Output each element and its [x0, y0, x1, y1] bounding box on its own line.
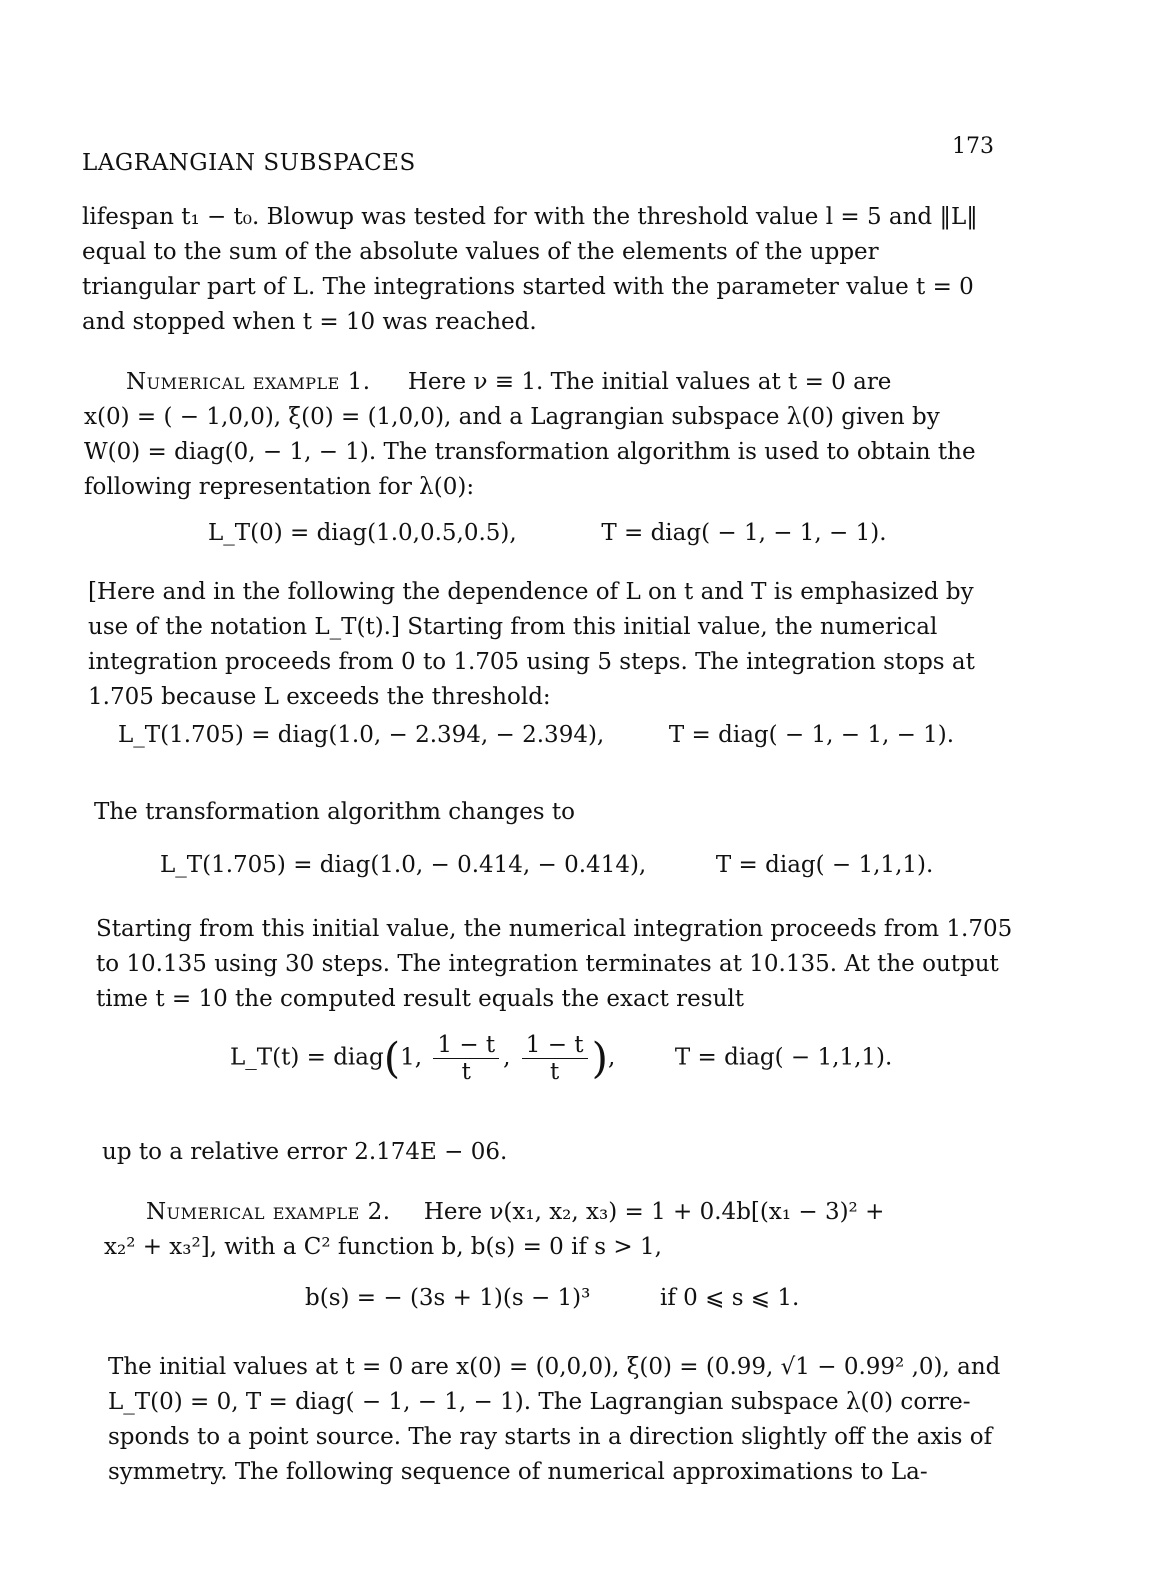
- equation-threshold: [118, 722, 954, 748]
- example-2-intro: [104, 1195, 1024, 1265]
- relative-error-line: [102, 1135, 1002, 1170]
- text-line: up to a relative error 2.174E − 06.: [102, 1139, 508, 1165]
- text-line: equal to the sum of the absolute values of the elements of the upper: [82, 239, 879, 265]
- equation-lhs: b(s) = − (3s + 1)(s − 1)³: [305, 1285, 591, 1311]
- running-title: LAGRANGIAN SUBSPACES: [82, 150, 416, 176]
- equation-transformed: [160, 852, 933, 878]
- text-line: [104, 1195, 1024, 1230]
- fraction: [522, 1032, 588, 1085]
- text-line: lifespan t₁ − t₀. Blowup was tested for with the threshold value l = 5 and ‖L‖: [82, 204, 978, 230]
- equation-rhs: T = diag( − 1,1,1).: [674, 1044, 893, 1071]
- page-number: 173: [952, 134, 994, 159]
- fraction-numerator: 1 − t: [433, 1032, 499, 1059]
- text-line: The transformation algorithm changes to: [94, 799, 576, 825]
- equation-condition: if 0 ⩽ s ⩽ 1.: [659, 1285, 800, 1311]
- example-2-heading: Numerical example 2.: [146, 1199, 391, 1225]
- text-line: W(0) = diag(0, − 1, − 1). The transformation algorithm is used to obtain the: [84, 439, 976, 465]
- example-1-line-1: Here ν ≡ 1. The initial values at t = 0 are: [407, 369, 892, 395]
- text-line: time t = 10 the computed result equals the exact result: [96, 986, 744, 1012]
- text-line: use of the notation L_T(t).] Starting from this initial value, the numerical: [88, 614, 938, 640]
- text-line: sponds to a point source. The ray starts in a direction slightly off the axis of: [108, 1424, 993, 1450]
- fraction-numerator: 1 − t: [522, 1032, 588, 1059]
- text-line: The initial values at t = 0 are x(0) = (0,0,0), ξ(0) = (0.99, √1 − 0.99² ,0), and: [108, 1354, 1001, 1380]
- transition-sentence: [94, 795, 994, 830]
- equation-lhs: L_T(1.705) = diag(1.0, − 2.394, − 2.394),: [118, 722, 605, 748]
- example-1-heading: Numerical example 1.: [126, 369, 371, 395]
- text-line: Starting from this initial value, the numerical integration proceeds from 1.705: [96, 916, 1013, 942]
- equation-exact-result: L_T(t) = diag(1, $\frac{1 - t}{t}$ , $\frac{1 - t}{t}$ ), T = diag( − 1,1,1).: [230, 1032, 893, 1085]
- equation-b-function: [305, 1285, 799, 1311]
- paragraph-initial-values: [108, 1350, 1028, 1490]
- left-paren: (: [383, 1033, 401, 1083]
- text-line: symmetry. The following sequence of numerical approximations to La-: [108, 1459, 928, 1485]
- text-line: x(0) = ( − 1,0,0), ξ(0) = (1,0,0), and a Lagrangian subspace λ(0) given by: [84, 404, 940, 430]
- paragraph-lifespan: [82, 200, 1002, 340]
- equation-arg: 1,: [400, 1044, 423, 1071]
- text-line: triangular part of L. The integrations started with the parameter value t = 0: [82, 274, 974, 300]
- text-line: x₂² + x₃²], with a C² function b, b(s) = 0 if s > 1,: [104, 1234, 662, 1260]
- equation-lhs: L_T(1.705) = diag(1.0, − 0.414, − 0.414),: [160, 852, 647, 878]
- paragraph-integration: [96, 912, 1016, 1017]
- example-2-line-1: Here ν(x₁, x₂, x₃) = 1 + 0.4b[(x₁ − 3)² +: [423, 1199, 885, 1225]
- text-line: integration proceeds from 0 to 1.705 using 5 steps. The integration stops at: [88, 649, 975, 675]
- text-line: 1.705 because L exceeds the threshold:: [88, 684, 551, 710]
- fraction: [433, 1032, 499, 1085]
- text-line: and stopped when t = 10 was reached.: [82, 309, 537, 335]
- right-paren: ): [591, 1033, 608, 1083]
- text-line: [84, 365, 1004, 400]
- text-line: [Here and in the following the dependence of L on t and T is emphasized by: [88, 579, 974, 605]
- fraction-denominator: t: [550, 1059, 560, 1085]
- text-line: L_T(0) = 0, T = diag( − 1, − 1, − 1). The Lagrangian subspace λ(0) corre-: [108, 1389, 971, 1415]
- paragraph-notation: [88, 575, 1008, 715]
- fraction-denominator: t: [461, 1059, 471, 1085]
- equation-initial-representation: [208, 520, 887, 546]
- equation-rhs: T = diag( − 1, − 1, − 1).: [668, 722, 955, 748]
- text-line: following representation for λ(0):: [84, 474, 475, 500]
- equation-lhs: L_T(0) = diag(1.0,0.5,0.5),: [208, 520, 517, 546]
- example-1-intro: [84, 365, 1004, 505]
- text-line: to 10.135 using 30 steps. The integration terminates at 10.135. At the output: [96, 951, 999, 977]
- equation-rhs: T = diag( − 1,1,1).: [715, 852, 934, 878]
- equation-lhs: L_T(t) = diag: [230, 1044, 384, 1071]
- equation-rhs: T = diag( − 1, − 1, − 1).: [601, 520, 887, 546]
